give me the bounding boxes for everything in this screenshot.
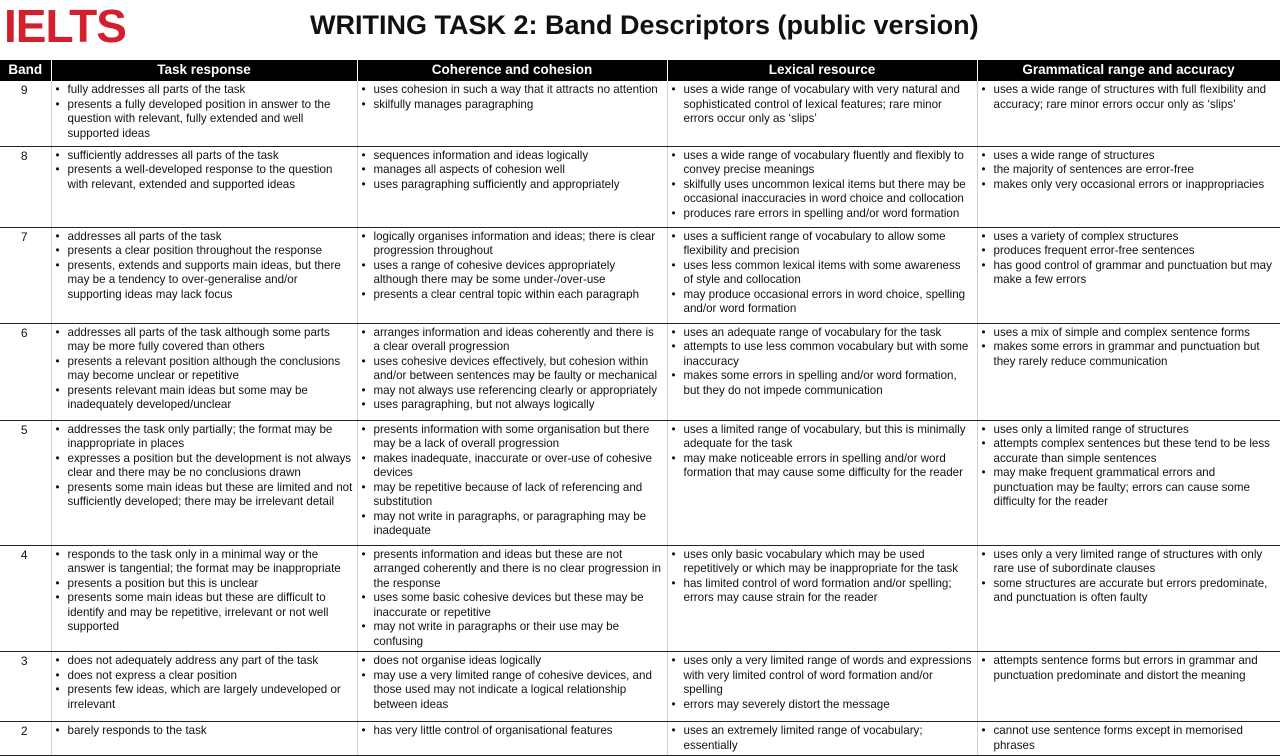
descriptor-item: • the majority of sentences are error-free [992,163,1276,178]
page-title: WRITING TASK 2: Band Descriptors (public version) [310,10,979,40]
descriptor-item: • errors may severely distort the message [682,698,973,713]
band-row-7 [0,227,1280,323]
descriptor-item: • presents, extends and supports main ideas, but there may be a tendency to over-generalise and/or supporting ideas may lack focus [66,259,353,303]
descriptor-item: • cannot use sentence forms except in memorised phrases [992,724,1276,753]
task-response-list [54,423,353,510]
task-response-list [54,149,353,193]
descriptor-item: • logically organises information and ideas; there is clear progression throughout [372,230,663,259]
task-response-cell [51,146,357,227]
task-response-cell [51,420,357,545]
band-number: 3 [0,652,51,722]
descriptor-item: • uses a sufficient range of vocabulary to allow some flexibility and precision [682,230,973,259]
band-row-5 [0,420,1280,545]
descriptor-item: • sufficiently addresses all parts of the task [66,149,353,164]
coherence-cell [357,722,667,756]
descriptor-item: • presents relevant main ideas but some may be inadequately developed/unclear [66,384,353,413]
coherence-list [360,548,663,650]
descriptor-item: • expresses a position but the development is not always clear and there may be no conclusions drawn [66,452,353,481]
descriptor-item: • uses a mix of simple and complex sentence forms [992,326,1276,341]
coherence-list [360,83,663,112]
grammar-list [980,724,1276,753]
grammar-list [980,654,1276,683]
task-response-cell [51,323,357,420]
descriptor-item: • presents a well-developed response to the question with relevant, extended and supported ideas [66,163,353,192]
descriptor-item: • uses cohesive devices effectively, but cohesion within and/or between sentences may be faulty or mechanical [372,355,663,384]
task-response-list [54,724,353,739]
lexical-cell [667,146,977,227]
descriptor-item: • may not always use referencing clearly or appropriately [372,384,663,399]
descriptor-item: • fully addresses all parts of the task [66,83,353,98]
band-row-4 [0,545,1280,652]
task-response-list [54,230,353,303]
descriptor-item: • uses a limited range of vocabulary, but this is minimally adequate for the task [682,423,973,452]
descriptor-item: • addresses all parts of the task although some parts may be more fully covered than others [66,326,353,355]
descriptor-item: • uses a range of cohesive devices appropriately although there may be some under-/over-use [372,259,663,288]
descriptor-item: • sequences information and ideas logically [372,149,663,164]
coherence-list [360,423,663,539]
descriptor-item: • presents information and ideas but these are not arranged coherently and there is no clear progression in the response [372,548,663,592]
lexical-list [670,724,973,753]
coherence-cell [357,420,667,545]
grammar-cell [977,146,1280,227]
descriptor-item: • uses a wide range of vocabulary fluently and flexibly to convey precise meanings [682,149,973,178]
descriptor-item: • uses an extremely limited range of vocabulary; essentially [682,724,973,753]
column-header-lexical: Lexical resource [667,60,977,81]
descriptor-item: • presents some main ideas but these are difficult to identify and may be repetitive, irrelevant or not well supported [66,591,353,635]
descriptor-item: • skilfully manages paragraphing [372,98,663,113]
descriptor-item: • uses cohesion in such a way that it attracts no attention [372,83,663,98]
lexical-cell [667,420,977,545]
task-response-list [54,548,353,635]
descriptor-item: • uses a wide range of vocabulary with very natural and sophisticated control of lexical features; rare minor errors occur only as ‘slips’ [682,83,973,127]
band-descriptors-table [0,60,1280,756]
descriptor-item: • does not express a clear position [66,669,353,684]
coherence-list [360,654,663,712]
coherence-list [360,149,663,193]
descriptor-item: • uses only a very limited range of words and expressions with very limited control of word formation and/or spelling [682,654,973,698]
coherence-list [360,326,663,413]
descriptor-item: • uses a wide range of structures with full flexibility and accuracy; rare minor errors occur only as ‘slips’ [992,83,1276,112]
band-number: 4 [0,545,51,652]
descriptor-item: • uses less common lexical items with some awareness of style and collocation [682,259,973,288]
descriptor-item: • some structures are accurate but errors predominate, and punctuation is often faulty [992,577,1276,606]
task-response-cell [51,81,357,146]
grammar-list [980,149,1276,193]
band-row-8 [0,146,1280,227]
descriptor-item: • may make noticeable errors in spelling and/or word formation that may cause some difficulty for the reader [682,452,973,481]
task-response-list [54,83,353,141]
coherence-cell [357,545,667,652]
coherence-cell [357,146,667,227]
grammar-list [980,83,1276,112]
descriptor-item: • addresses the task only partially; the format may be inappropriate in places [66,423,353,452]
descriptor-item: • uses some basic cohesive devices but these may be inaccurate or repetitive [372,591,663,620]
descriptor-item: • uses only a limited range of structures [992,423,1276,438]
column-header-task-response: Task response [51,60,357,81]
band-row-6 [0,323,1280,420]
lexical-list [670,149,973,222]
band-row-9 [0,81,1280,146]
descriptor-item: • does not adequately address any part of the task [66,654,353,669]
coherence-list [360,230,663,303]
coherence-cell [357,227,667,323]
descriptor-item: • presents information with some organisation but there may be a lack of overall progression [372,423,663,452]
grammar-cell [977,227,1280,323]
descriptor-item: • arranges information and ideas coherently and there is a clear overall progression [372,326,663,355]
band-number: 8 [0,146,51,227]
descriptor-item: • uses a wide range of structures [992,149,1276,164]
band-number: 9 [0,81,51,146]
descriptor-item: • may not write in paragraphs or their use may be confusing [372,620,663,649]
descriptor-item: • presents few ideas, which are largely undeveloped or irrelevant [66,683,353,712]
band-number: 7 [0,227,51,323]
task-response-cell [51,545,357,652]
grammar-cell [977,652,1280,722]
descriptor-item: • makes some errors in grammar and punctuation but they rarely reduce communication [992,340,1276,369]
descriptor-item: • uses only basic vocabulary which may be used repetitively or which may be inappropriate for the task [682,548,973,577]
descriptor-item: • uses paragraphing sufficiently and appropriately [372,178,663,193]
grammar-cell [977,81,1280,146]
coherence-cell [357,323,667,420]
descriptor-item: • may be repetitive because of lack of referencing and substitution [372,481,663,510]
descriptor-item: • attempts sentence forms but errors in grammar and punctuation predominate and distort the meaning [992,654,1276,683]
descriptor-item: • attempts complex sentences but these tend to be less accurate than simple sentences [992,437,1276,466]
task-response-list [54,654,353,712]
descriptor-item: • barely responds to the task [66,724,353,739]
descriptor-item: • uses only a very limited range of structures with only rare use of subordinate clauses [992,548,1276,577]
descriptor-item: • attempts to use less common vocabulary but with some inaccuracy [682,340,973,369]
descriptor-item: • has very little control of organisational features [372,724,663,739]
task-response-cell [51,652,357,722]
descriptor-item: • responds to the task only in a minimal way or the answer is tangential; the format may be inappropriate [66,548,353,577]
descriptor-item: • has limited control of word formation and/or spelling; errors may cause strain for the reader [682,577,973,606]
column-header-coherence: Coherence and cohesion [357,60,667,81]
table-header-row [0,60,1280,81]
ielts-logo [4,0,137,52]
grammar-list [980,230,1276,288]
grammar-cell [977,545,1280,652]
lexical-list [670,230,973,317]
band-row-2 [0,722,1280,756]
logo-text: IELTS [4,0,126,52]
grammar-cell [977,722,1280,756]
descriptor-item: • has good control of grammar and punctuation but may make a few errors [992,259,1276,288]
descriptor-item: • presents a clear central topic within each paragraph [372,288,663,303]
descriptor-item: • manages all aspects of cohesion well [372,163,663,178]
descriptor-item: • presents a fully developed position in answer to the question with relevant, fully extended and well supported ideas [66,98,353,142]
descriptor-item: • presents some main ideas but these are limited and not sufficiently developed; there may be irrelevant detail [66,481,353,510]
lexical-cell [667,722,977,756]
grammar-list [980,548,1276,606]
descriptor-item: • may not write in paragraphs, or paragraphing may be inadequate [372,510,663,539]
descriptor-item: • produces rare errors in spelling and/or word formation [682,207,973,222]
descriptor-item: • addresses all parts of the task [66,230,353,245]
lexical-list [670,423,973,481]
column-header-band: Band [0,60,51,81]
descriptor-item: • uses a variety of complex structures [992,230,1276,245]
lexical-cell [667,227,977,323]
lexical-list [670,326,973,399]
grammar-list [980,326,1276,370]
descriptor-item: • uses paragraphing, but not always logically [372,398,663,413]
grammar-cell [977,323,1280,420]
grammar-cell [977,420,1280,545]
descriptor-item: • may produce occasional errors in word choice, spelling and/or word formation [682,288,973,317]
band-number: 6 [0,323,51,420]
descriptor-item: • makes some errors in spelling and/or word formation, but they do not impede communication [682,369,973,398]
table-body [0,81,1280,756]
band-number: 2 [0,722,51,756]
descriptor-item: • presents a clear position throughout the response [66,244,353,259]
lexical-cell [667,81,977,146]
task-response-cell [51,722,357,756]
grammar-list [980,423,1276,510]
descriptor-item: • presents a relevant position although the conclusions may become unclear or repetitive [66,355,353,384]
task-response-cell [51,227,357,323]
descriptor-item: • may use a very limited range of cohesive devices, and those used may not indicate a logical relationship between ideas [372,669,663,713]
band-number: 5 [0,420,51,545]
task-response-list [54,326,353,413]
descriptor-item: • produces frequent error-free sentences [992,244,1276,259]
descriptor-item: • presents a position but this is unclear [66,577,353,592]
descriptor-item: • makes inadequate, inaccurate or over-use of cohesive devices [372,452,663,481]
coherence-cell [357,81,667,146]
descriptor-item: • does not organise ideas logically [372,654,663,669]
coherence-list [360,724,663,739]
lexical-cell [667,323,977,420]
descriptor-item: • makes only very occasional errors or inappropriacies [992,178,1276,193]
band-row-3 [0,652,1280,722]
lexical-list [670,654,973,712]
coherence-cell [357,652,667,722]
lexical-cell [667,545,977,652]
column-header-grammar: Grammatical range and accuracy [977,60,1280,81]
descriptor-item: • uses an adequate range of vocabulary for the task [682,326,973,341]
lexical-list [670,83,973,127]
lexical-list [670,548,973,606]
descriptor-item: • skilfully uses uncommon lexical items but there may be occasional inaccuracies in word choice and collocation [682,178,973,207]
descriptor-item: • may make frequent grammatical errors and punctuation may be faulty; errors can cause some difficulty for the reader [992,466,1276,510]
lexical-cell [667,652,977,722]
